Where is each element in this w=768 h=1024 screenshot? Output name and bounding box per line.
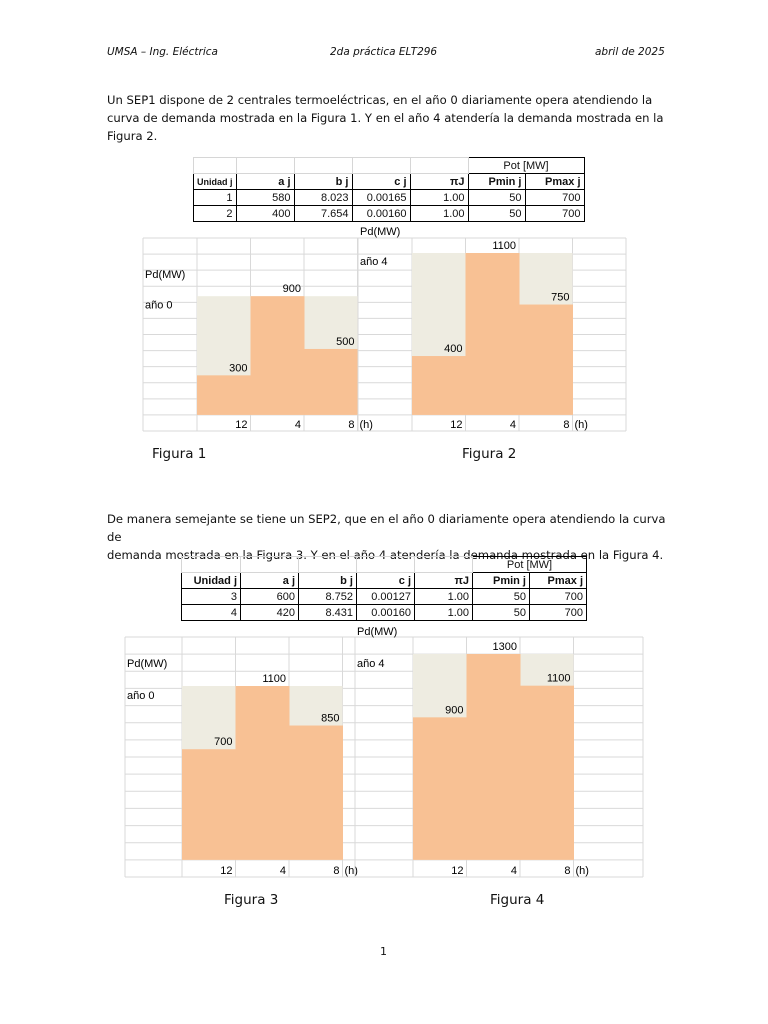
- table-cell: 8.752: [299, 589, 357, 605]
- table-cell: 0.00127: [357, 589, 415, 605]
- demand-bar: [251, 296, 305, 415]
- demand-bar: [412, 356, 466, 415]
- table-cell: 1.00: [410, 190, 468, 206]
- x-unit-label: (h): [575, 865, 589, 877]
- table-cell: 580: [236, 190, 294, 206]
- page-number: 1: [380, 945, 387, 958]
- bar-value-label: 750: [551, 291, 570, 304]
- table-cell: 50: [473, 605, 530, 621]
- demand-bar: [197, 375, 251, 415]
- x-tick-label: 12: [235, 419, 248, 431]
- table-cell: 1: [194, 190, 237, 206]
- column-header: b j: [294, 174, 352, 190]
- table-cell: 3: [182, 589, 241, 605]
- table-cell: 8.431: [299, 605, 357, 621]
- chart-svg: [143, 238, 373, 431]
- x-tick-label: 4: [509, 419, 516, 431]
- column-header: Pmin j: [473, 573, 530, 589]
- header-right: abril de 2025: [595, 46, 665, 58]
- demand-bar: [466, 253, 520, 415]
- demand-bar: [467, 654, 521, 860]
- chart-svg: [358, 225, 626, 431]
- y-axis-label: año 0: [145, 299, 173, 312]
- table-cell: 400: [236, 206, 294, 222]
- y-axis-label: año 4: [357, 658, 385, 671]
- x-unit-label: (h): [344, 865, 358, 877]
- column-header: a j: [236, 174, 294, 190]
- column-header: c j: [352, 174, 410, 190]
- table-cell: 4: [182, 605, 241, 621]
- column-header: Unidad j: [182, 573, 241, 589]
- demand-bar: [413, 717, 467, 860]
- y-axis-label: Pd(MW): [145, 269, 186, 282]
- chart-svg: [125, 637, 358, 877]
- paragraph-line: Un SEP1 dispone de 2 centrales termoeléctricas, en el año 0 diariamente opera atendiendo la: [107, 93, 653, 107]
- table-cell: 700: [530, 589, 587, 605]
- y-axis-label: Pd(MW): [127, 657, 168, 670]
- y-axis-label: año 0: [127, 690, 155, 703]
- table-cell: 1.00: [415, 605, 473, 621]
- bar-value-label: 900: [445, 704, 464, 717]
- table-cell: 0.00160: [352, 206, 410, 222]
- demand-bar: [182, 749, 236, 860]
- column-header: πJ: [410, 174, 468, 190]
- bar-value-label: 1100: [546, 672, 571, 685]
- y-axis-label: Pd(MW): [357, 625, 398, 638]
- x-tick-label: 8: [563, 419, 570, 431]
- x-tick-label: 8: [564, 865, 571, 877]
- figure-3-caption: Figura 3: [224, 892, 279, 908]
- table-cell: 50: [473, 589, 530, 605]
- x-tick-label: 12: [450, 419, 463, 431]
- x-tick-label: 4: [510, 865, 517, 877]
- bar-value-label: 700: [214, 736, 233, 749]
- bar-value-label: 500: [336, 335, 355, 348]
- bar-value-label: 1100: [492, 240, 516, 252]
- table-row: [182, 589, 587, 605]
- table-row: [194, 190, 585, 206]
- table-cell: 700: [525, 190, 584, 206]
- table-cell: 0.00165: [352, 190, 410, 206]
- table-cell: 2: [194, 206, 237, 222]
- units-table-sep2: [181, 556, 587, 621]
- table-header-row: [182, 573, 587, 589]
- table-cell: 50: [468, 190, 525, 206]
- paragraph-sep1: [107, 91, 667, 145]
- bar-value-label: 1300: [492, 641, 517, 653]
- x-tick-label: 12: [451, 865, 464, 877]
- bar-value-label: 850: [321, 712, 340, 725]
- header-left: UMSA – Ing. Eléctrica: [107, 46, 218, 58]
- column-header: Pmin j: [468, 174, 525, 190]
- table-header-row: [194, 174, 585, 190]
- column-header: πJ: [415, 573, 473, 589]
- table-row: [194, 206, 585, 222]
- table-cell: 700: [525, 206, 584, 222]
- table-cell: 0.00160: [357, 605, 415, 621]
- table-cell: 50: [468, 206, 525, 222]
- x-unit-label: (h): [574, 419, 588, 431]
- pot-group-header: Pot [MW]: [468, 158, 584, 174]
- paragraph-line: De manera semejante se tiene un SEP2, que en el año 0 diariamente opera atendiendo la curva de: [107, 512, 666, 544]
- figure-2-caption: Figura 2: [462, 446, 517, 462]
- demand-bar: [520, 686, 574, 860]
- figure-1-caption: Figura 1: [152, 446, 207, 462]
- bar-value-label: 300: [229, 362, 248, 375]
- column-header: Pmax j: [530, 573, 587, 589]
- x-tick-label: 4: [294, 419, 301, 431]
- column-header: Unidad j: [194, 174, 237, 190]
- table-cell: 8.023: [294, 190, 352, 206]
- y-axis-label: Pd(MW): [360, 225, 401, 238]
- column-header: a j: [241, 573, 299, 589]
- x-tick-label: 8: [333, 865, 340, 877]
- demand-bar: [289, 726, 343, 860]
- demand-bar: [519, 305, 573, 415]
- y-axis-label: año 4: [360, 256, 388, 269]
- paragraph-line: demanda mostrada en la Figura 3. Y en el año 4 atendería la demanda mostrada en la Figura 4.: [107, 548, 664, 562]
- table-cell: 420: [241, 605, 299, 621]
- table-cell: 600: [241, 589, 299, 605]
- bar-value-label: 900: [282, 283, 301, 296]
- header-center: 2da práctica ELT296: [330, 46, 438, 58]
- paragraph-line: Figura 2.: [107, 129, 158, 143]
- chart-svg: [355, 625, 643, 877]
- column-header: Pmax j: [525, 174, 584, 190]
- table-row: [182, 605, 587, 621]
- column-header: c j: [357, 573, 415, 589]
- table-cell: 1.00: [410, 206, 468, 222]
- pot-group-header: Pot [MW]: [473, 557, 587, 573]
- demand-bar: [236, 686, 290, 860]
- figure-4-caption: Figura 4: [490, 892, 545, 908]
- x-tick-label: 12: [220, 865, 233, 877]
- x-tick-label: 4: [279, 865, 286, 877]
- units-table-sep1: [193, 157, 585, 222]
- demand-bar: [304, 349, 358, 415]
- x-unit-label: (h): [359, 419, 373, 431]
- table-cell: 1.00: [415, 589, 473, 605]
- table-cell: 700: [530, 605, 587, 621]
- column-header: b j: [299, 573, 357, 589]
- bar-value-label: 400: [444, 343, 463, 356]
- paragraph-line: curva de demanda mostrada en la Figura 1. Y en el año 4 atendería la demanda mostrada en la: [107, 111, 664, 125]
- bar-value-label: 1100: [262, 673, 286, 685]
- x-tick-label: 8: [348, 419, 355, 431]
- table-cell: 7.654: [294, 206, 352, 222]
